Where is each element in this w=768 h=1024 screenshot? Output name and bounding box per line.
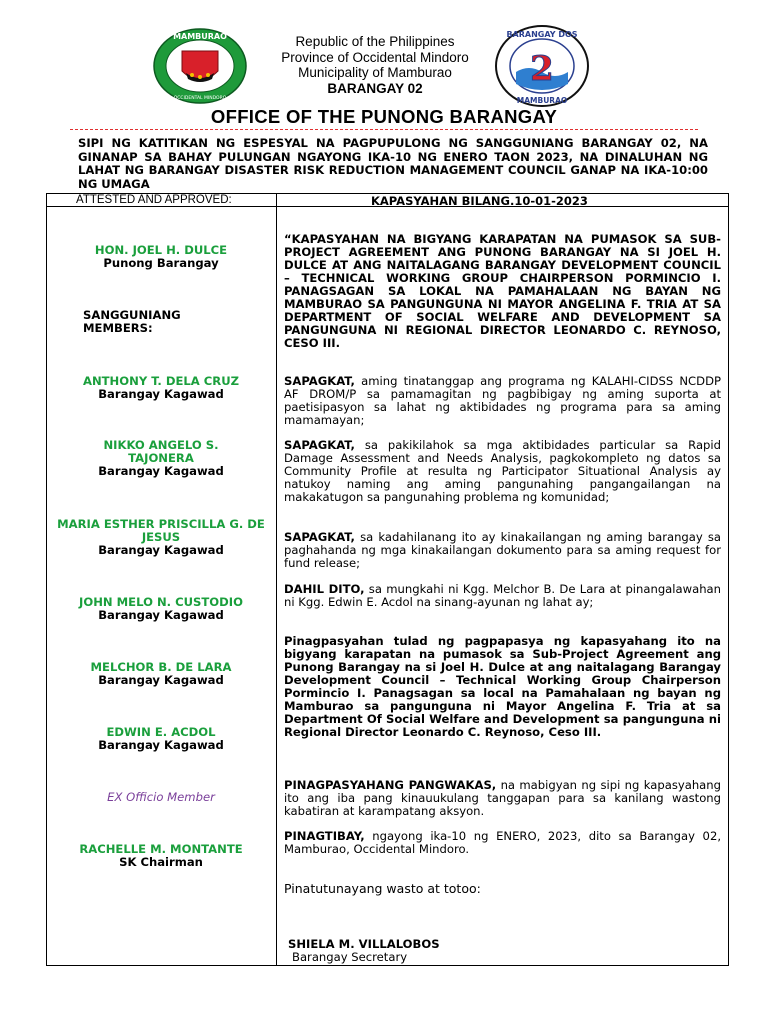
clause-lead: PINAGPASYAHANG PANGWAKAS,: [284, 778, 497, 792]
whereas-clause: [284, 439, 721, 504]
member-block: [48, 375, 274, 401]
members-label-text: SANGGUNIANG MEMBERS:: [83, 308, 181, 335]
barangay-dos-seal: [494, 24, 590, 108]
member-role: Barangay Kagawad: [98, 464, 224, 478]
member-block: [48, 596, 274, 622]
seal-left-top-text: MAMBURAO: [173, 32, 227, 41]
minutes-intro: SIPI NG KATITIKAN NG ESPESYAL NA PAGPUPULONG NG SANGGUNIANG BARANGAY 02, NA GINANAP SA BAHAY PULUNGAN NGAYONG IKA-10 NG ENERO TAON 2023, NA DINALUHAN NG LAHAT NG BARANGAY DISASTER RISK REDUCTION MANAGEMENT COUNCIL GANAP NA IKA-10:00 NG UMAGA: [78, 136, 708, 191]
clause-text: na mabigyan ng sipi ng kapasyahang ito ang iba pang kinauukulang tanggapan para sa kanilang wastong kabatiran at karampatang aksyon.: [284, 778, 721, 818]
member-block: [48, 518, 274, 557]
sk-chairman-block: [48, 843, 274, 869]
member-name: MELCHOR B. DE LARA: [90, 660, 232, 674]
seal-right-bottom-text: MAMBURAO: [516, 96, 568, 105]
clause-text: ngayong ika-10 ng ENERO, 2023, dito sa Barangay 02, Mamburao, Occidental Mindoro.: [284, 829, 721, 856]
member-block: [48, 726, 274, 752]
clause-lead: SAPAGKAT,: [284, 438, 355, 452]
mamburao-seal: [152, 27, 248, 105]
sk-chairman-role: SK Chairman: [119, 855, 203, 869]
punong-barangay-name: HON. JOEL H. DULCE: [94, 243, 228, 257]
resolution-number: KAPASYAHAN BILANG.10-01-2023: [371, 194, 588, 208]
member-role: Barangay Kagawad: [98, 387, 224, 401]
punong-barangay-role: Punong Barangay: [103, 256, 219, 270]
seal-left-bottom-text: OCCIDENTAL MINDORO: [173, 96, 227, 101]
attested-header: ATTESTED AND APPROVED:: [76, 194, 232, 206]
certification-line: Pinatutunayang wasto at totoo:: [284, 881, 481, 896]
member-role: Barangay Kagawad: [98, 608, 224, 622]
member-name: ANTHONY T. DELA CRUZ: [82, 374, 240, 388]
resolution-title: “KAPASYAHAN NA BIGYANG KARAPATAN NA PUMASOK SA SUB-PROJECT AGREEMENT ANG PUNONG BARANGAY NA SI JOEL H. DULCE AT ANG NAITALAGANG BARANGAY DEVELOPMENT COUNCIL – TECHNICAL WORKING GROUP CHAIRPERSON PORMINCIO I. PANAGSAGAN SA LOKAL NA PAMAHALAAN NG BAYAN NG MAMBURAO SA PANGUNGUNA NI MAYOR ANGELINA F. TRIA AT SA DEPARTMENT OF SOCIAL WELFARE AND DEVELOPMENT SA PANGUNGUNA NI REGIONAL DIRECTOR LEONARDO C. REYNOSO, CESO III.: [284, 232, 721, 350]
seal-right-numeral: 2: [530, 49, 554, 89]
letterhead: [250, 34, 500, 96]
province-line: Province of Occidental Mindoro: [281, 49, 469, 65]
clause-lead: PINAGTIBAY,: [284, 829, 365, 843]
member-name: MARIA ESTHER PRISCILLA G. DE JESUS: [57, 517, 265, 544]
member-block: [48, 439, 274, 478]
clause-text: aming tinatanggap ang programa ng KALAHI-CIDSS NCDDP AF DROM/P sa pamamagitan ng pagbibigay ng aming suporta at paetisipasyon sa lahat ng aktibidades ng programa para sa aming mamamayan;: [284, 374, 721, 427]
resolved-clause: Pinagpasyahan tulad ng pagpapasya ng kapasyahang ito na bigyang karapatan na pumasok sa Sub-Project Agreement ang Punong Barangay na si Joel H. Dulce at ang naitalagang Barangay Development Council – Technical Working Group Chairperson Pormincio I. Panagsagan sa local na Pamahalaan ng bayan ng Mamburao sa pangunguna ni Mayor Angelina F. Tria at sa Department Of Social Welfare and Development sa pangunguna ni Regional Director Leonardo C. Reynoso, Ceso III.: [284, 634, 721, 739]
sangguniang-members-label: [53, 309, 253, 335]
member-role: Barangay Kagawad: [98, 738, 224, 752]
clause-text: sa kadahilanang ito ay kinakailangan ng aming barangay sa paghahanda ng mga kinakailangan dokumento para sa aming request for fund release;: [284, 530, 721, 570]
clause-lead: SAPAGKAT,: [284, 530, 355, 544]
clause-lead: SAPAGKAT,: [284, 374, 355, 388]
clause-text: sa mungkahi ni Kgg. Melchor B. De Lara at pinangalawahan ni Kgg. Edwin E. Acdol na sinang-ayunan ng lahat ay;: [284, 582, 721, 609]
final-resolution-clause: [284, 779, 721, 818]
punong-barangay-block: [48, 244, 274, 270]
red-divider: [70, 129, 698, 130]
member-name: JOHN MELO N. CUSTODIO: [79, 595, 243, 609]
country-line: Republic of the Philippines: [295, 34, 455, 49]
barangay-line: BARANGAY 02: [327, 80, 423, 96]
member-block: [48, 661, 274, 687]
whereas-clause: [284, 531, 721, 570]
member-name: EDWIN E. ACDOL: [106, 725, 216, 739]
seal-right-top-text: BARANGAY DOS: [506, 30, 578, 39]
whereas-clause: [284, 375, 721, 427]
member-name: NIKKO ANGELO S. TAJONERA: [103, 438, 219, 465]
member-role: Barangay Kagawad: [98, 543, 224, 557]
table-column-divider: [276, 193, 277, 966]
clause-lead: DAHIL DITO,: [284, 582, 365, 596]
secretary-title: Barangay Secretary: [292, 950, 408, 964]
member-role: Barangay Kagawad: [98, 673, 224, 687]
ex-officio-label: EX Officio Member: [107, 790, 215, 804]
municipality-line: Municipality of Mamburao: [298, 65, 452, 80]
approval-clause: [284, 830, 721, 856]
clause-text: sa pakikilahok sa mga aktibidades particular sa Rapid Damage Assessment and Needs Analysis, pagkokompleto ng datos sa Community Profile at resulta ng Participator Situational Analysis ay natukoy naming ang aming pangunahing pangangailangan na makakatugon sa pangunahing problema ng komunidad;: [284, 438, 721, 504]
office-title: OFFICE OF THE PUNONG BARANGAY: [210, 106, 558, 127]
therefore-clause: [284, 583, 721, 609]
sk-chairman-name: RACHELLE M. MONTANTE: [79, 842, 243, 856]
secretary-name: SHIELA M. VILLALOBOS: [288, 937, 440, 951]
